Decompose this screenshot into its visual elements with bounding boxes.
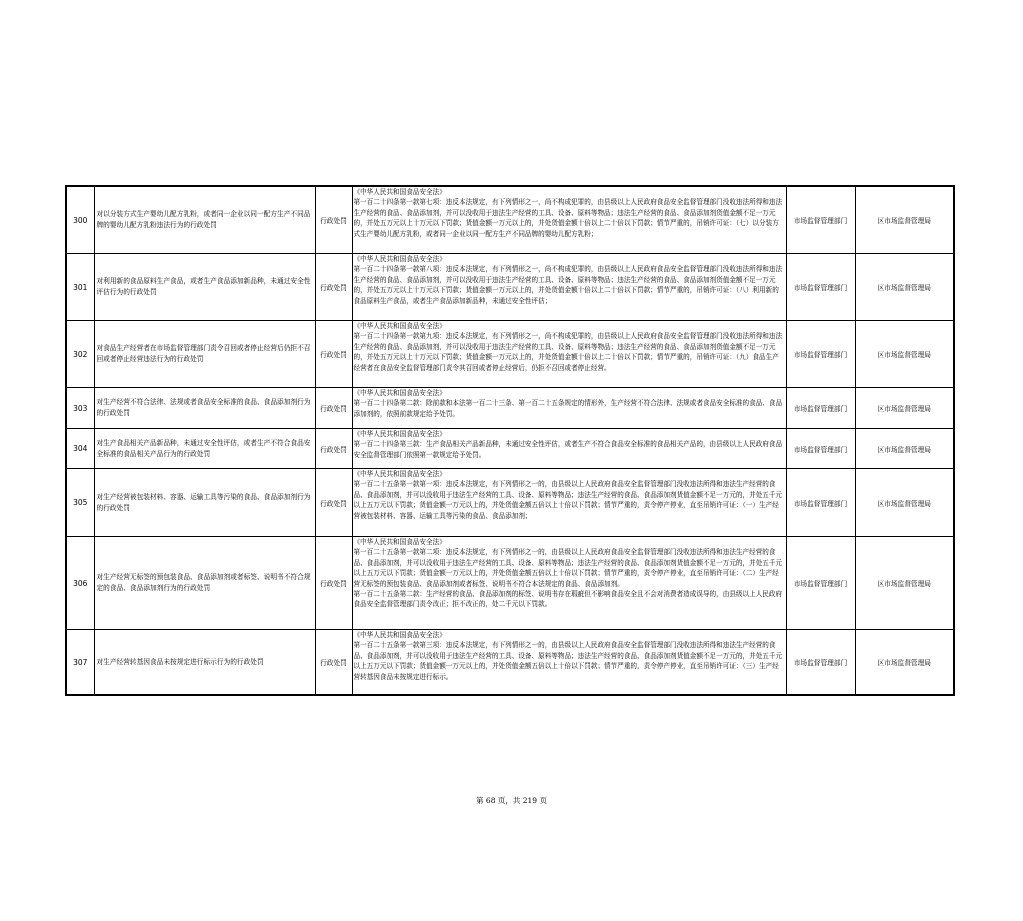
legal-basis-title: 《中华人民共和国食品安全法》	[353, 389, 446, 397]
legal-basis-title: 《中华人民共和国食品安全法》	[353, 322, 446, 330]
legal-basis-text: 第一百二十五条第一款第一项：违反本法规定，有下列情形之一的，由县级以上人民政府食品安全监督管理部门没收违法所得和违法生产经营的食品、食品添加剂，并可以没收用于违法生产经营的工具、设备、原料等物品；违法生产经营的食品、食品添加剂货值金额不足一万元的，并处五千元以上五万元以下罚款；货值金额一万元以上的，并处货值金额五倍以上十倍以下罚款；情节严重的，责令停产停业，直至吊销许可证：（一）生产经营被包装材料、容器、运输工具等污染的食品、食品添加剂；	[353, 480, 783, 520]
page-footer: 第 68 页，共 219 页	[476, 796, 547, 805]
legal-basis-title: 《中华人民共和国食品安全法》	[353, 255, 446, 263]
row-number: 304	[66, 429, 94, 469]
row-number: 303	[66, 388, 94, 429]
item-name: 对食品生产经营者在市场监督管理部门责令召回或者停止经营后仍拒不召回或者停止经营违法行为的行政处罚	[94, 321, 315, 388]
responsible-department: 市场监督管理部门	[786, 388, 855, 429]
table-row	[66, 429, 954, 469]
responsible-department: 市场监督管理部门	[786, 321, 855, 388]
implementing-agency: 区市场监督管理局	[855, 254, 954, 321]
row-number: 301	[66, 254, 94, 321]
item-type: 行政处罚	[315, 537, 352, 630]
responsible-department: 市场监督管理部门	[786, 186, 855, 254]
table-row	[66, 537, 954, 630]
legal-basis-cell	[352, 429, 786, 469]
item-type: 行政处罚	[315, 630, 352, 696]
legal-basis-text: 第一百二十四条第二款：除前款和本法第一百二十三条、第一百二十五条规定的情形外，生产经营不符合法律、法规或者食品安全标准的食品、食品添加剂的，依照前款规定给予处罚。	[353, 399, 783, 418]
item-type: 行政处罚	[315, 186, 352, 254]
legal-basis-text: 第一百二十四条第一款第七项：违反本法规定，有下列情形之一，尚不构成犯罪的，由县级以上人民政府食品安全监督管理部门没收违法所得和违法生产经营的食品、食品添加剂，并可以没收用于违法生产经营的工具、设备、原料等物品；违法生产经营的食品、食品添加剂货值金额不足一万元的，并处五万元以上十万元以下罚款；货值金额一万元以上的，并处货值金额十倍以上二十倍以下罚款；情节严重的，吊销许可证：（七）以分装方式生产婴幼儿配方乳粉，或者同一企业以同一配方生产不同品牌的婴幼儿配方乳粉；	[353, 198, 783, 238]
row-number: 305	[66, 469, 94, 537]
item-type: 行政处罚	[315, 388, 352, 429]
legal-basis-text: 第一百二十四条第一款第九项：违反本法规定，有下列情形之一，尚不构成犯罪的，由县级以上人民政府食品安全监督管理部门没收违法所得和违法生产经营的食品、食品添加剂，并可以没收用于违法生产经营的工具、设备、原料等物品；违法生产经营的食品、食品添加剂货值金额不足一万元的，并处五万元以上十万元以下罚款；货值金额一万元以上的，并处货值金额十倍以上二十倍以下罚款；情节严重的，吊销许可证：（九）食品生产经营者在食品安全监督管理部门责令其召回或者停止经营后，仍拒不召回或者停止经营。	[353, 332, 783, 372]
row-number: 307	[66, 630, 94, 696]
legal-basis-title: 《中华人民共和国食品安全法》	[353, 631, 446, 639]
table-row	[66, 254, 954, 321]
item-type: 行政处罚	[315, 254, 352, 321]
table-row	[66, 388, 954, 429]
table-row	[66, 321, 954, 388]
legal-basis-cell	[352, 469, 786, 537]
item-name: 对利用新的食品原料生产食品，或者生产食品添加新品种，未通过安全性评估行为的行政处罚	[94, 254, 315, 321]
legal-basis-cell	[352, 388, 786, 429]
legal-basis-cell	[352, 186, 786, 254]
item-type: 行政处罚	[315, 429, 352, 469]
implementing-agency: 区市场监督管理局	[855, 388, 954, 429]
responsible-department: 市场监督管理部门	[786, 537, 855, 630]
implementing-agency: 区市场监督管理局	[855, 469, 954, 537]
implementing-agency: 区市场监督管理局	[855, 429, 954, 469]
row-number: 302	[66, 321, 94, 388]
legal-basis-text: 第一百二十五条第一款第三项：违反本法规定，有下列情形之一的，由县级以上人民政府食品安全监督管理部门没收违法所得和违法生产经营的食品、食品添加剂，并可以没收用于违法生产经营的工具、设备、原料等物品；违法生产经营的食品、食品添加剂货值金额不足一万元的，并处五千元以上五万元以下罚款；货值金额一万元以上的，并处货值金额五倍以上十倍以下罚款；情节严重的，责令停产停业，直至吊销许可证：（三）生产经营转基因食品未按规定进行标示。	[353, 641, 783, 681]
implementing-agency: 区市场监督管理局	[855, 537, 954, 630]
implementing-agency: 区市场监督管理局	[855, 630, 954, 696]
item-type: 行政处罚	[315, 321, 352, 388]
legal-basis-cell	[352, 321, 786, 388]
legal-basis-title: 《中华人民共和国食品安全法》	[353, 188, 446, 196]
legal-basis-cell	[352, 537, 786, 630]
implementing-agency: 区市场监督管理局	[855, 186, 954, 254]
legal-basis-text: 第一百二十四条第一款第八项：违反本法规定，有下列情形之一，尚不构成犯罪的，由县级以上人民政府食品安全监督管理部门没收违法所得和违法生产经营的食品、食品添加剂，并可以没收用于违法生产经营的工具、设备、原料等物品；违法生产经营的食品、食品添加剂货值金额不足一万元的，并处五万元以上十万元以下罚款；货值金额一万元以上的，并处货值金额十倍以上二十倍以下罚款；情节严重的，吊销许可证：（八）利用新的食品原料生产食品，或者生产食品添加新品种，未通过安全性评估；	[353, 265, 783, 305]
item-name: 对生产经营被包装材料、容器、运输工具等污染的食品、食品添加剂行为的行政处罚	[94, 469, 315, 537]
item-name: 对生产食品相关产品新品种，未通过安全性评估，或者生产不符合食品安全标准的食品相关产品行为的行政处罚	[94, 429, 315, 469]
row-number: 300	[66, 186, 94, 254]
legal-basis-cell	[352, 254, 786, 321]
responsible-department: 市场监督管理部门	[786, 429, 855, 469]
implementing-agency: 区市场监督管理局	[855, 321, 954, 388]
legal-basis-text: 第一百二十五条第二款：生产经营的食品、食品添加剂的标签、说明书存在瑕疵但不影响食品安全且不会对消费者造成误导的，由县级以上人民政府食品安全监督管理部门责令改正；拒不改正的，处二千元以下罚款。	[353, 590, 783, 609]
item-name: 对以分装方式生产婴幼儿配方乳粉，或者同一企业以同一配方生产不同品牌的婴幼儿配方乳粉违法行为的行政处罚	[94, 186, 315, 254]
item-type: 行政处罚	[315, 469, 352, 537]
legal-basis-title: 《中华人民共和国食品安全法》	[353, 538, 446, 546]
responsible-department: 市场监督管理部门	[786, 469, 855, 537]
item-name: 对生产经营转基因食品未按规定进行标示行为的行政处罚	[94, 630, 315, 696]
legal-basis-text: 第一百二十五条第一款第二项：违反本法规定，有下列情形之一的，由县级以上人民政府食品安全监督管理部门没收违法所得和违法生产经营的食品、食品添加剂，并可以没收用于违法生产经营的工具、设备、原料等物品；违法生产经营的食品、食品添加剂货值金额不足一万元的，并处五千元以上五万元以下罚款；货值金额一万元以上的，并处货值金额五倍以上十倍以下罚款；情节严重的，责令停产停业，直至吊销许可证：（二）生产经营无标签的预包装食品、食品添加剂或者标签、说明书不符合本法规定的食品、食品添加剂。	[353, 548, 783, 588]
legal-basis-text: 第一百二十四条第三款：生产食品相关产品新品种，未通过安全性评估，或者生产不符合食品安全标准的食品相关产品的，由县级以上人民政府食品安全监督管理部门依照第一款规定给予处罚。	[353, 440, 783, 459]
responsible-department: 市场监督管理部门	[786, 630, 855, 696]
table-row	[66, 469, 954, 537]
item-name: 对生产经营不符合法律、法规或者食品安全标准的食品、食品添加剂行为的行政处罚	[94, 388, 315, 429]
legal-basis-cell	[352, 630, 786, 696]
table-row	[66, 630, 954, 696]
responsible-department: 市场监督管理部门	[786, 254, 855, 321]
legal-basis-title: 《中华人民共和国食品安全法》	[353, 470, 446, 478]
table-row	[66, 186, 954, 254]
legal-basis-title: 《中华人民共和国食品安全法》	[353, 430, 446, 438]
power-list-table	[65, 185, 955, 696]
item-name: 对生产经营无标签的预包装食品、食品添加剂或者标签、说明书不符合规定的食品、食品添加剂行为的行政处罚	[94, 537, 315, 630]
row-number: 306	[66, 537, 94, 630]
